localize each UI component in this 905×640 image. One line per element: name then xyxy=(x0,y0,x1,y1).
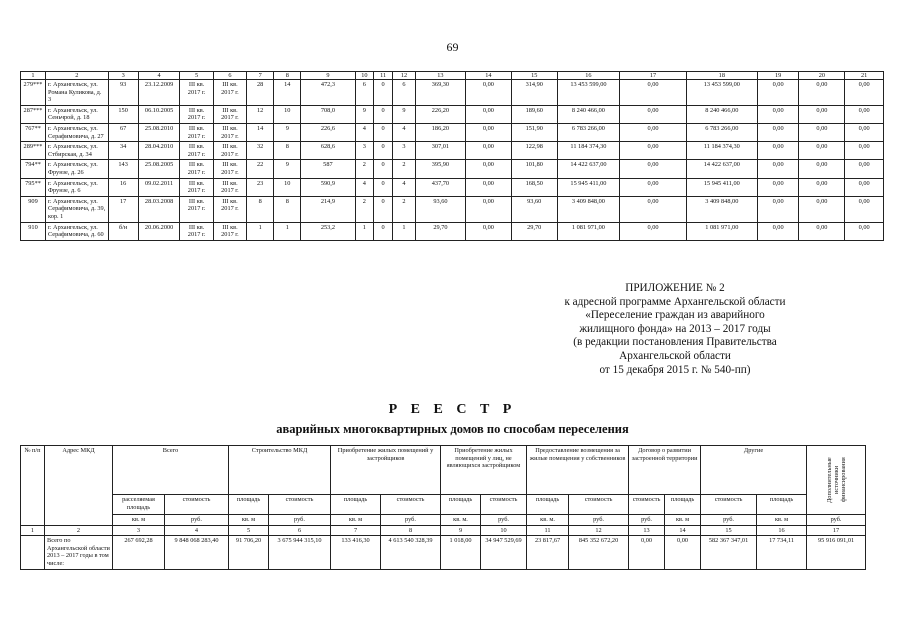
column-number: 7 xyxy=(331,525,381,536)
table-cell: б/н xyxy=(108,222,138,240)
table-cell: 0,00 xyxy=(845,105,884,123)
table-cell: III кв. 2017 г. xyxy=(180,123,213,141)
table-cell: 628,6 xyxy=(301,142,355,160)
table-cell: 150 xyxy=(108,105,138,123)
total-cell: 582 367 347,01 xyxy=(701,536,757,569)
column-number: 11 xyxy=(527,525,569,536)
column-number: 6 xyxy=(213,72,246,80)
unit-sqm: кв. м xyxy=(757,515,807,526)
table-cell: 708,0 xyxy=(301,105,355,123)
table-cell: III кв. 2017 г. xyxy=(180,160,213,178)
table-cell: 4 xyxy=(355,123,374,141)
table-cell: 0 xyxy=(374,105,393,123)
sub-resettled-area: расселяемая площадь xyxy=(113,495,165,515)
table-cell: 14 422 637,00 xyxy=(686,160,757,178)
table-cell: 15 945 411,00 xyxy=(557,178,620,196)
table-row xyxy=(21,142,884,160)
table-cell: 307,01 xyxy=(415,142,465,160)
table-cell: 0,00 xyxy=(620,123,687,141)
table-cell: 9 xyxy=(274,160,301,178)
table-cell: 0,00 xyxy=(799,196,845,222)
sub-area: площадь xyxy=(441,495,481,515)
table-cell: 6 783 266,00 xyxy=(686,123,757,141)
table-row xyxy=(21,178,884,196)
table-cell: 9 xyxy=(355,105,374,123)
table-cell: 29,70 xyxy=(415,222,465,240)
table-row xyxy=(21,160,884,178)
table-cell: III кв. 2017 г. xyxy=(213,196,246,222)
table-cell: III кв. 2017 г. xyxy=(213,178,246,196)
table-cell: 0,00 xyxy=(465,222,511,240)
table-cell: 0,00 xyxy=(799,160,845,178)
total-cell: 0,00 xyxy=(665,536,701,569)
table-cell: 20.06.2000 xyxy=(138,222,180,240)
table-cell: 6 xyxy=(355,80,374,106)
table-cell: 11 184 374,30 xyxy=(557,142,620,160)
column-number: 14 xyxy=(665,525,701,536)
table-row xyxy=(21,123,884,141)
table-cell: 101,80 xyxy=(511,160,557,178)
table-cell: 0,00 xyxy=(465,196,511,222)
table-cell: 0,00 xyxy=(845,123,884,141)
table-cell: III кв. 2017 г. xyxy=(213,142,246,160)
column-number: 18 xyxy=(686,72,757,80)
hdr-compensation: Предоставление возмещения за жилые помещения у собственников xyxy=(527,446,629,495)
table-cell: 11 184 374,30 xyxy=(686,142,757,160)
column-number: 15 xyxy=(511,72,557,80)
table-cell: 29,70 xyxy=(511,222,557,240)
registry-table xyxy=(20,445,866,570)
hdr-num: № п/п xyxy=(21,446,45,526)
table-cell: III кв. 2017 г. xyxy=(180,105,213,123)
total-cell: Всего по Архангельской области 2013 – 2017 годы в том числе: xyxy=(45,536,113,569)
table-cell: 0,00 xyxy=(465,80,511,106)
unit-rub: руб. xyxy=(481,515,527,526)
table-cell: г. Архангельск, ул. Фрунзе, д. 6 xyxy=(46,178,109,196)
table-cell: 4 xyxy=(355,178,374,196)
houses-table xyxy=(20,71,884,241)
table-cell: 32 xyxy=(247,142,274,160)
table-cell: 4 xyxy=(393,123,416,141)
unit-sqm: кв. м xyxy=(665,515,701,526)
table-cell: 2 xyxy=(393,160,416,178)
column-number: 21 xyxy=(845,72,884,80)
table-cell: 3 409 848,00 xyxy=(686,196,757,222)
table-cell: 0,00 xyxy=(757,123,799,141)
column-number: 9 xyxy=(441,525,481,536)
table-cell: III кв. 2017 г. xyxy=(213,222,246,240)
table-cell: III кв. 2017 г. xyxy=(180,80,213,106)
table-cell: 23 xyxy=(247,178,274,196)
table-cell: 9 xyxy=(274,123,301,141)
table-cell: 1 xyxy=(247,222,274,240)
table-cell: 9 xyxy=(393,105,416,123)
table-cell: 16 xyxy=(108,178,138,196)
column-number: 4 xyxy=(138,72,180,80)
sub-cost: стоимость xyxy=(481,495,527,515)
column-number: 13 xyxy=(415,72,465,80)
table-row xyxy=(21,105,884,123)
unit-sqm: кв. м xyxy=(229,515,269,526)
column-number: 6 xyxy=(269,525,331,536)
column-number: 8 xyxy=(381,525,441,536)
table-cell: 93,60 xyxy=(415,196,465,222)
table-cell: 0,00 xyxy=(620,196,687,222)
table-cell: 10 xyxy=(274,178,301,196)
sub-area: площадь xyxy=(757,495,807,515)
column-number: 20 xyxy=(799,72,845,80)
total-cell: 23 817,67 xyxy=(527,536,569,569)
total-cell: 3 675 944 315,10 xyxy=(269,536,331,569)
table-cell: 395,90 xyxy=(415,160,465,178)
table-cell: 0 xyxy=(374,178,393,196)
column-number: 9 xyxy=(301,72,355,80)
table-cell: 0,00 xyxy=(799,142,845,160)
table-cell: 0,00 xyxy=(845,178,884,196)
table-cell: 795** xyxy=(21,178,46,196)
table-cell: 2 xyxy=(355,196,374,222)
total-cell: 17 734,11 xyxy=(757,536,807,569)
total-cell: 0,00 xyxy=(629,536,665,569)
table-cell: 34 xyxy=(108,142,138,160)
hdr-address: Адрес МКД xyxy=(45,446,113,526)
table-cell: III кв. 2017 г. xyxy=(180,196,213,222)
table-cell: 3 409 848,00 xyxy=(557,196,620,222)
table-cell: 17 xyxy=(108,196,138,222)
table-cell: 214,9 xyxy=(301,196,355,222)
column-number: 16 xyxy=(557,72,620,80)
table-cell: 0,00 xyxy=(757,80,799,106)
total-cell: 845 352 672,20 xyxy=(569,536,629,569)
table-cell: 0,00 xyxy=(799,105,845,123)
appendix-line: «Переселение граждан из аварийного xyxy=(585,309,765,322)
table-cell: 14 xyxy=(274,80,301,106)
table-cell: 314,90 xyxy=(511,80,557,106)
table-cell: III кв. 2017 г. xyxy=(213,105,246,123)
table-cell: 28.03.2008 xyxy=(138,196,180,222)
unit-sqm: кв. м. xyxy=(527,515,569,526)
table-cell: 0,00 xyxy=(465,123,511,141)
table-cell: 14 xyxy=(247,123,274,141)
column-numbers-row xyxy=(21,72,884,80)
table-cell: 0 xyxy=(374,142,393,160)
table-cell: 2 xyxy=(393,196,416,222)
table-row xyxy=(21,222,884,240)
table-cell: 28 xyxy=(247,80,274,106)
column-number: 12 xyxy=(569,525,629,536)
table-cell: 279*** xyxy=(21,80,46,106)
hdr-development: Договор о развитии застроенной территории xyxy=(629,446,701,495)
sub-cost: стоимость xyxy=(381,495,441,515)
table-cell: 0 xyxy=(374,222,393,240)
unit-rub: руб. xyxy=(381,515,441,526)
table-cell: г. Архангельск, ул. Серафимовича, д. 27 xyxy=(46,123,109,141)
column-number: 2 xyxy=(45,525,113,536)
table-cell: III кв. 2017 г. xyxy=(180,178,213,196)
hdr-additional xyxy=(807,446,866,515)
registry-title: Р Е Е С Т Р xyxy=(388,402,517,417)
table-cell: 0,00 xyxy=(620,80,687,106)
table-cell: 93,60 xyxy=(511,196,557,222)
registry-subtitle: аварийных многоквартирных домов по способам переселения xyxy=(276,422,629,436)
table-cell: 25.08.2005 xyxy=(138,160,180,178)
table-cell: III кв. 2017 г. xyxy=(213,80,246,106)
table-cell: 0,00 xyxy=(465,142,511,160)
appendix-line: от 15 декабря 2015 г. № 540-пп) xyxy=(599,363,751,376)
table-cell: г. Архангельск, ул. Стбирская, д. 34 xyxy=(46,142,109,160)
sub-area: площадь xyxy=(665,495,701,515)
column-number: 17 xyxy=(620,72,687,80)
column-number: 12 xyxy=(393,72,416,80)
hdr-additional-text: Дополнительные источники финансирования xyxy=(825,457,847,503)
table-cell: 3 xyxy=(393,142,416,160)
total-cell: 9 848 068 283,40 xyxy=(165,536,229,569)
table-cell: 2 xyxy=(355,160,374,178)
total-cell: 133 416,30 xyxy=(331,536,381,569)
column-number: 5 xyxy=(180,72,213,80)
table-cell: 13 453 599,00 xyxy=(686,80,757,106)
column-number: 15 xyxy=(701,525,757,536)
table-cell: 12 xyxy=(247,105,274,123)
table-cell: 10 xyxy=(274,105,301,123)
table-row xyxy=(21,80,884,106)
sub-cost: стоимость xyxy=(629,495,665,515)
sub-cost: стоимость xyxy=(165,495,229,515)
column-number: 2 xyxy=(46,72,109,80)
column-number: 19 xyxy=(757,72,799,80)
table-cell: 587 xyxy=(301,160,355,178)
sub-area: площадь xyxy=(229,495,269,515)
unit-rub: руб. xyxy=(165,515,229,526)
total-cell: 91 706,20 xyxy=(229,536,269,569)
table-cell: 909 xyxy=(21,196,46,222)
table-cell: 0,00 xyxy=(845,160,884,178)
registry-total-row xyxy=(21,536,866,569)
unit-sqm: кв. м xyxy=(331,515,381,526)
table-row xyxy=(21,196,884,222)
table-cell: 0,00 xyxy=(757,222,799,240)
table-cell: 0,00 xyxy=(845,222,884,240)
table-cell: 0,00 xyxy=(845,196,884,222)
table-cell: 8 xyxy=(247,196,274,222)
table-cell: 1 xyxy=(355,222,374,240)
table-cell: 8 240 466,00 xyxy=(557,105,620,123)
table-cell: III кв. 2017 г. xyxy=(180,222,213,240)
page-number: 69 xyxy=(446,40,459,54)
table-cell: 369,30 xyxy=(415,80,465,106)
column-number: 13 xyxy=(629,525,665,536)
table-cell: 8 240 466,00 xyxy=(686,105,757,123)
table-cell: 794** xyxy=(21,160,46,178)
table-cell: 0,00 xyxy=(757,178,799,196)
total-cell: 1 018,00 xyxy=(441,536,481,569)
table-cell: 0,00 xyxy=(757,142,799,160)
unit-rub: руб. xyxy=(701,515,757,526)
appendix-line: к адресной программе Архангельской области xyxy=(564,295,786,308)
appendix-line: ПРИЛОЖЕНИЕ № 2 xyxy=(625,282,725,294)
table-cell: 226,20 xyxy=(415,105,465,123)
table-cell: 472,3 xyxy=(301,80,355,106)
table-cell: 8 xyxy=(274,142,301,160)
column-number: 3 xyxy=(113,525,165,536)
table-cell: 0,00 xyxy=(620,142,687,160)
hdr-construction: Строительство МКД xyxy=(229,446,331,495)
column-number: 17 xyxy=(807,525,866,536)
table-cell: 767** xyxy=(21,123,46,141)
table-cell: III кв. 2017 г. xyxy=(180,142,213,160)
table-cell: 1 xyxy=(393,222,416,240)
appendix-line: (в редакции постановления Правительства xyxy=(573,336,777,349)
table-cell: 253,2 xyxy=(301,222,355,240)
table-cell: 67 xyxy=(108,123,138,141)
table-cell: 0,00 xyxy=(845,80,884,106)
table-cell: 93 xyxy=(108,80,138,106)
table-cell: 8 xyxy=(274,196,301,222)
column-number: 5 xyxy=(229,525,269,536)
table-cell: 25.08.2010 xyxy=(138,123,180,141)
table-cell: 0,00 xyxy=(465,105,511,123)
table-cell: 590,9 xyxy=(301,178,355,196)
column-number: 7 xyxy=(247,72,274,80)
sub-cost: стоимость xyxy=(269,495,331,515)
table-cell: г. Архангельск, ул. Серафимовича, д. 60 xyxy=(46,222,109,240)
sub-area: площадь xyxy=(527,495,569,515)
table-cell: 0,00 xyxy=(757,160,799,178)
table-cell: 0,00 xyxy=(620,105,687,123)
table-cell: 15 945 411,00 xyxy=(686,178,757,196)
column-number: 16 xyxy=(757,525,807,536)
table-cell: 186,20 xyxy=(415,123,465,141)
table-cell: 22 xyxy=(247,160,274,178)
registry-column-numbers xyxy=(21,525,866,536)
hdr-total: Всего xyxy=(113,446,229,495)
table-cell: 437,70 xyxy=(415,178,465,196)
table-cell: г. Архангельск, ул. Фрунзе, д. 26 xyxy=(46,160,109,178)
unit-rub: руб. xyxy=(629,515,665,526)
table-cell: 151,90 xyxy=(511,123,557,141)
unit-rub: руб. xyxy=(269,515,331,526)
unit-rub: руб. xyxy=(807,515,866,526)
table-cell: 0,00 xyxy=(465,178,511,196)
total-cell: 95 916 091,01 xyxy=(807,536,866,569)
table-cell: г. Архангельск, ул. Романа Куликова, д. 3 xyxy=(46,80,109,106)
table-cell: 06.10.2005 xyxy=(138,105,180,123)
table-cell: III кв. 2017 г. xyxy=(213,123,246,141)
column-number: 11 xyxy=(374,72,393,80)
table-cell: 1 xyxy=(274,222,301,240)
column-number: 1 xyxy=(21,72,46,80)
table-cell: 0 xyxy=(374,123,393,141)
table-cell: 287*** xyxy=(21,105,46,123)
sub-cost: стоимость xyxy=(569,495,629,515)
column-number: 14 xyxy=(465,72,511,80)
hdr-purchase-developer: Приобретение жилых помещений у застройщиков xyxy=(331,446,441,495)
table-cell: 13 453 599,00 xyxy=(557,80,620,106)
table-cell: 6 783 266,00 xyxy=(557,123,620,141)
total-cell: 267 692,28 xyxy=(113,536,165,569)
table-cell: 09.02.2011 xyxy=(138,178,180,196)
column-number: 10 xyxy=(355,72,374,80)
appendix-line: Архангельской области xyxy=(619,349,731,362)
table-cell: 14 422 637,00 xyxy=(557,160,620,178)
unit-sqm: кв. м. xyxy=(441,515,481,526)
table-cell: 0,00 xyxy=(799,222,845,240)
sub-cost: стоимость xyxy=(701,495,757,515)
table-cell: 0,00 xyxy=(845,142,884,160)
table-cell: 189,60 xyxy=(511,105,557,123)
total-cell: 34 947 529,69 xyxy=(481,536,527,569)
table-cell: 28.04.2010 xyxy=(138,142,180,160)
appendix-line: жилищного фонда» на 2013 – 2017 годы xyxy=(579,322,771,335)
sub-area: площадь xyxy=(331,495,381,515)
table-cell: 143 xyxy=(108,160,138,178)
table-cell: 1 081 971,00 xyxy=(686,222,757,240)
table-cell: 3 xyxy=(355,142,374,160)
hdr-purchase-non-developer: Приобретение жилых помещений у лиц, не являющихся застройщиком xyxy=(441,446,527,495)
unit-sqm: кв. м xyxy=(113,515,165,526)
table-cell: 289*** xyxy=(21,142,46,160)
total-cell: 4 613 540 328,39 xyxy=(381,536,441,569)
table-cell: 0,00 xyxy=(757,105,799,123)
hdr-other: Другие xyxy=(701,446,807,495)
column-number: 3 xyxy=(108,72,138,80)
column-number: 4 xyxy=(165,525,229,536)
table-cell: 0,00 xyxy=(620,222,687,240)
table-cell: 0 xyxy=(374,160,393,178)
column-number: 1 xyxy=(21,525,45,536)
table-cell: 0 xyxy=(374,196,393,222)
table-cell: 0,00 xyxy=(757,196,799,222)
table-cell: 0,00 xyxy=(465,160,511,178)
table-cell: 226,6 xyxy=(301,123,355,141)
table-cell: III кв. 2017 г. xyxy=(213,160,246,178)
column-number: 10 xyxy=(481,525,527,536)
unit-rub: руб. xyxy=(569,515,629,526)
column-number: 8 xyxy=(274,72,301,80)
appendix-note xyxy=(520,282,830,377)
table-cell: 0,00 xyxy=(620,178,687,196)
table-cell: г. Архангельск, ул. Сеньчрой, д. 18 xyxy=(46,105,109,123)
table-cell: 23.12.2009 xyxy=(138,80,180,106)
table-cell: 4 xyxy=(393,178,416,196)
table-cell: 0,00 xyxy=(799,80,845,106)
table-cell: 0,00 xyxy=(799,178,845,196)
table-cell: 910 xyxy=(21,222,46,240)
total-cell xyxy=(21,536,45,569)
table-cell: 0,00 xyxy=(799,123,845,141)
table-cell: 0,00 xyxy=(620,160,687,178)
table-cell: 6 xyxy=(393,80,416,106)
table-cell: 122,98 xyxy=(511,142,557,160)
table-cell: 168,50 xyxy=(511,178,557,196)
table-cell: г. Архангельск, ул. Серафимовича, д. 39, кор. 1 xyxy=(46,196,109,222)
table-cell: 0 xyxy=(374,80,393,106)
table-cell: 1 081 971,00 xyxy=(557,222,620,240)
